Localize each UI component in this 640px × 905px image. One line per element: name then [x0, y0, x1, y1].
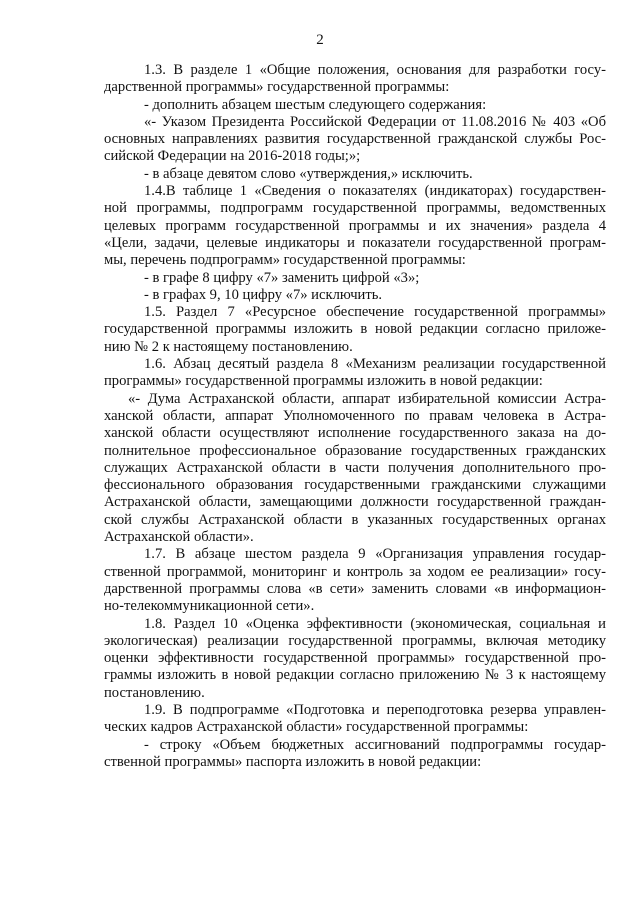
paragraph-line: 1.8. Раздел 10 «Оценка эффективности (экономическая, социальная и — [144, 615, 606, 632]
paragraph-line: ной программы, подпрограмм государственной программы, ведомственных — [104, 200, 606, 217]
paragraph-line: ханской области осуществляют исполнение государственного заказа на до- — [104, 425, 606, 442]
paragraph-line: мы, перечень подпрограмм» государственной программы: — [104, 252, 466, 269]
paragraph-line: оценки эффективности государственной программы» государственной про- — [104, 650, 606, 667]
paragraph-line: но-телекоммуникационной сети». — [104, 598, 315, 615]
paragraph-line: 1.4.В таблице 1 «Сведения о показателях (индикаторах) государствен- — [144, 183, 606, 200]
paragraph-line: Астраханской области, замещающими должности государственной граждан- — [104, 494, 606, 511]
paragraph-line: основных направлениях развития государственной гражданской службы Рос- — [104, 131, 606, 148]
paragraph-line: ственной программой, мониторинг и контроль за ходом ее реализации» госу- — [104, 563, 606, 580]
paragraph-line: дарственной программы» государственной программы: — [104, 79, 450, 96]
paragraph-line: ханской области, аппарат Уполномоченного по правам человека в Астра- — [104, 407, 606, 424]
paragraph-line: - в графе 8 цифру «7» заменить цифрой «3»; — [144, 269, 420, 286]
paragraph-line: экологическая) реализации государственной программы, включая методику — [104, 632, 606, 649]
paragraph-line: ческих кадров Астраханской области» государственной программы: — [104, 719, 529, 736]
page-number: 2 — [316, 32, 324, 48]
paragraph-line: - в абзаце девятом слово «утверждения,» исключить. — [144, 165, 473, 182]
paragraph-line: сийской Федерации на 2016-2018 годы;»; — [104, 148, 361, 165]
paragraph-line: дарственной программы слова «в сети» заменить словами «в информацион- — [104, 580, 606, 597]
paragraph-line: 1.7. В абзаце шестом раздела 9 «Организация управления государ- — [144, 546, 606, 563]
paragraph-line: 1.9. В подпрограмме «Подготовка и переподготовка резерва управлен- — [144, 701, 606, 718]
paragraph-line: 1.5. Раздел 7 «Ресурсное обеспечение государственной программы» — [144, 304, 606, 321]
paragraph-line: ственной программы» паспорта изложить в новой редакции: — [104, 753, 482, 770]
paragraph-line: - строку «Объем бюджетных ассигнований подпрограммы государ- — [144, 736, 606, 753]
paragraph-line: программы» государственной программы изложить в новой редакции: — [104, 373, 543, 390]
paragraph-line: постановлению. — [104, 684, 205, 701]
paragraph-line: «- Указом Президента Российской Федерации от 11.08.2016 № 403 «Об — [144, 113, 606, 130]
document-body — [104, 62, 606, 771]
paragraph-line: нию № 2 к настоящему постановлению. — [104, 338, 353, 355]
paragraph-line: государственной программы изложить в новой редакции согласно приложе- — [104, 321, 606, 338]
paragraph-line: полнительное профессиональное образование государственных гражданских — [104, 442, 606, 459]
paragraph-line: Астраханской области». — [104, 529, 254, 546]
paragraph-line: граммы изложить в новой редакции согласно приложению № 3 к настоящему — [104, 667, 606, 684]
paragraph-line: «Цели, задачи, целевые индикаторы и показатели государственной програм- — [104, 234, 606, 251]
paragraph-line: - в графах 9, 10 цифру «7» исключить. — [144, 286, 383, 303]
paragraph-line: 1.3. В разделе 1 «Общие положения, основания для разработки госу- — [144, 62, 606, 78]
paragraph-line: ской службы Астраханской области в указанных государственных органах — [104, 511, 606, 528]
paragraph-line: целевых программ государственной программы и их значения» раздела 4 — [104, 217, 606, 234]
paragraph-line: 1.6. Абзац десятый раздела 8 «Механизм реализации государственной — [144, 356, 606, 373]
paragraph-line: - дополнить абзацем шестым следующего содержания: — [144, 96, 487, 113]
paragraph-line: «- Дума Астраханской области, аппарат избирательной комиссии Астра- — [128, 390, 606, 407]
paragraph-line: фессионального образования государственными гражданскими служащими — [104, 477, 606, 494]
paragraph-line: служащих Астраханской области в части получения дополнительного про- — [104, 459, 606, 476]
